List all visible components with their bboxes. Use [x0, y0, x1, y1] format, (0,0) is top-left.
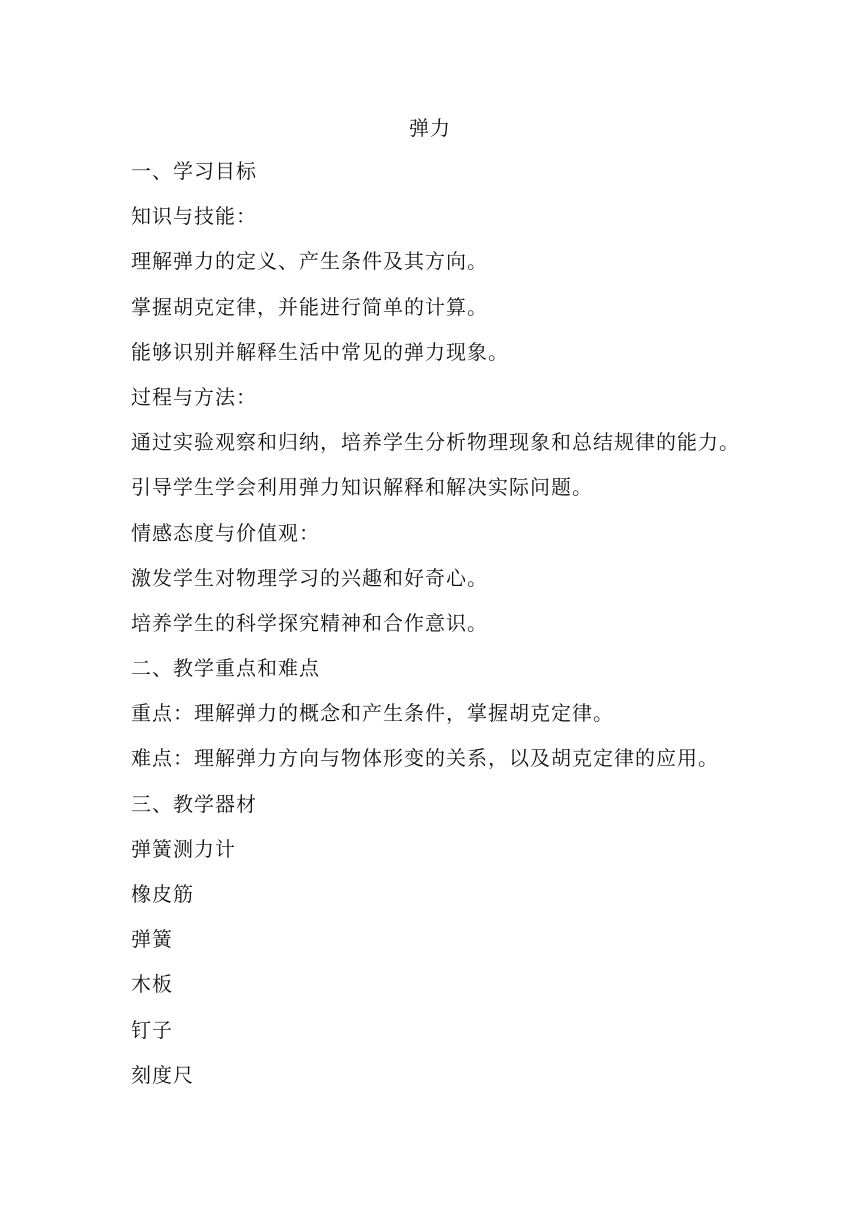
paragraph-line: 理解弹力的定义、产生条件及其方向。	[131, 249, 488, 274]
list-item: 弹簧测力计	[131, 836, 236, 861]
list-item: 橡皮筋	[131, 882, 194, 906]
paragraph-line: 掌握胡克定律，并能进行简单的计算。	[131, 294, 488, 319]
paragraph-line: 激发学生对物理学习的兴趣和好奇心。	[131, 565, 488, 590]
paragraph-line: 难点：理解弹力方向与物体形变的关系，以及胡克定律的应用。	[131, 746, 719, 771]
list-item: 刻度尺	[131, 1062, 194, 1087]
paragraph-line: 能够识别并解释生活中常见的弹力现象。	[131, 339, 509, 364]
paragraph-line: 引导学生学会利用弹力知识解释和解决实际问题。	[131, 475, 593, 500]
list-item: 钉子	[131, 1017, 173, 1042]
paragraph-line: 重点：理解弹力的概念和产生条件，掌握胡克定律。	[131, 701, 614, 726]
subheading-attitudes-values: 情感态度与价值观：	[131, 520, 320, 545]
section-heading-learning-goals: 一、学习目标	[131, 159, 257, 183]
paragraph-line: 通过实验观察和归纳，培养学生分析物理现象和总结规律的能力。	[131, 430, 740, 455]
paragraph-line: 培养学生的科学探究精神和合作意识。	[131, 610, 488, 635]
document-body	[131, 156, 771, 1105]
list-item: 木板	[131, 972, 173, 997]
section-heading-key-points: 二、教学重点和难点	[131, 656, 320, 681]
subheading-process-methods: 过程与方法：	[131, 384, 257, 409]
subheading-knowledge-skills: 知识与技能：	[131, 204, 257, 229]
list-item: 弹簧	[131, 927, 173, 952]
section-heading-equipment: 三、教学器材	[131, 791, 257, 816]
document-title: 弹力	[409, 116, 451, 140]
